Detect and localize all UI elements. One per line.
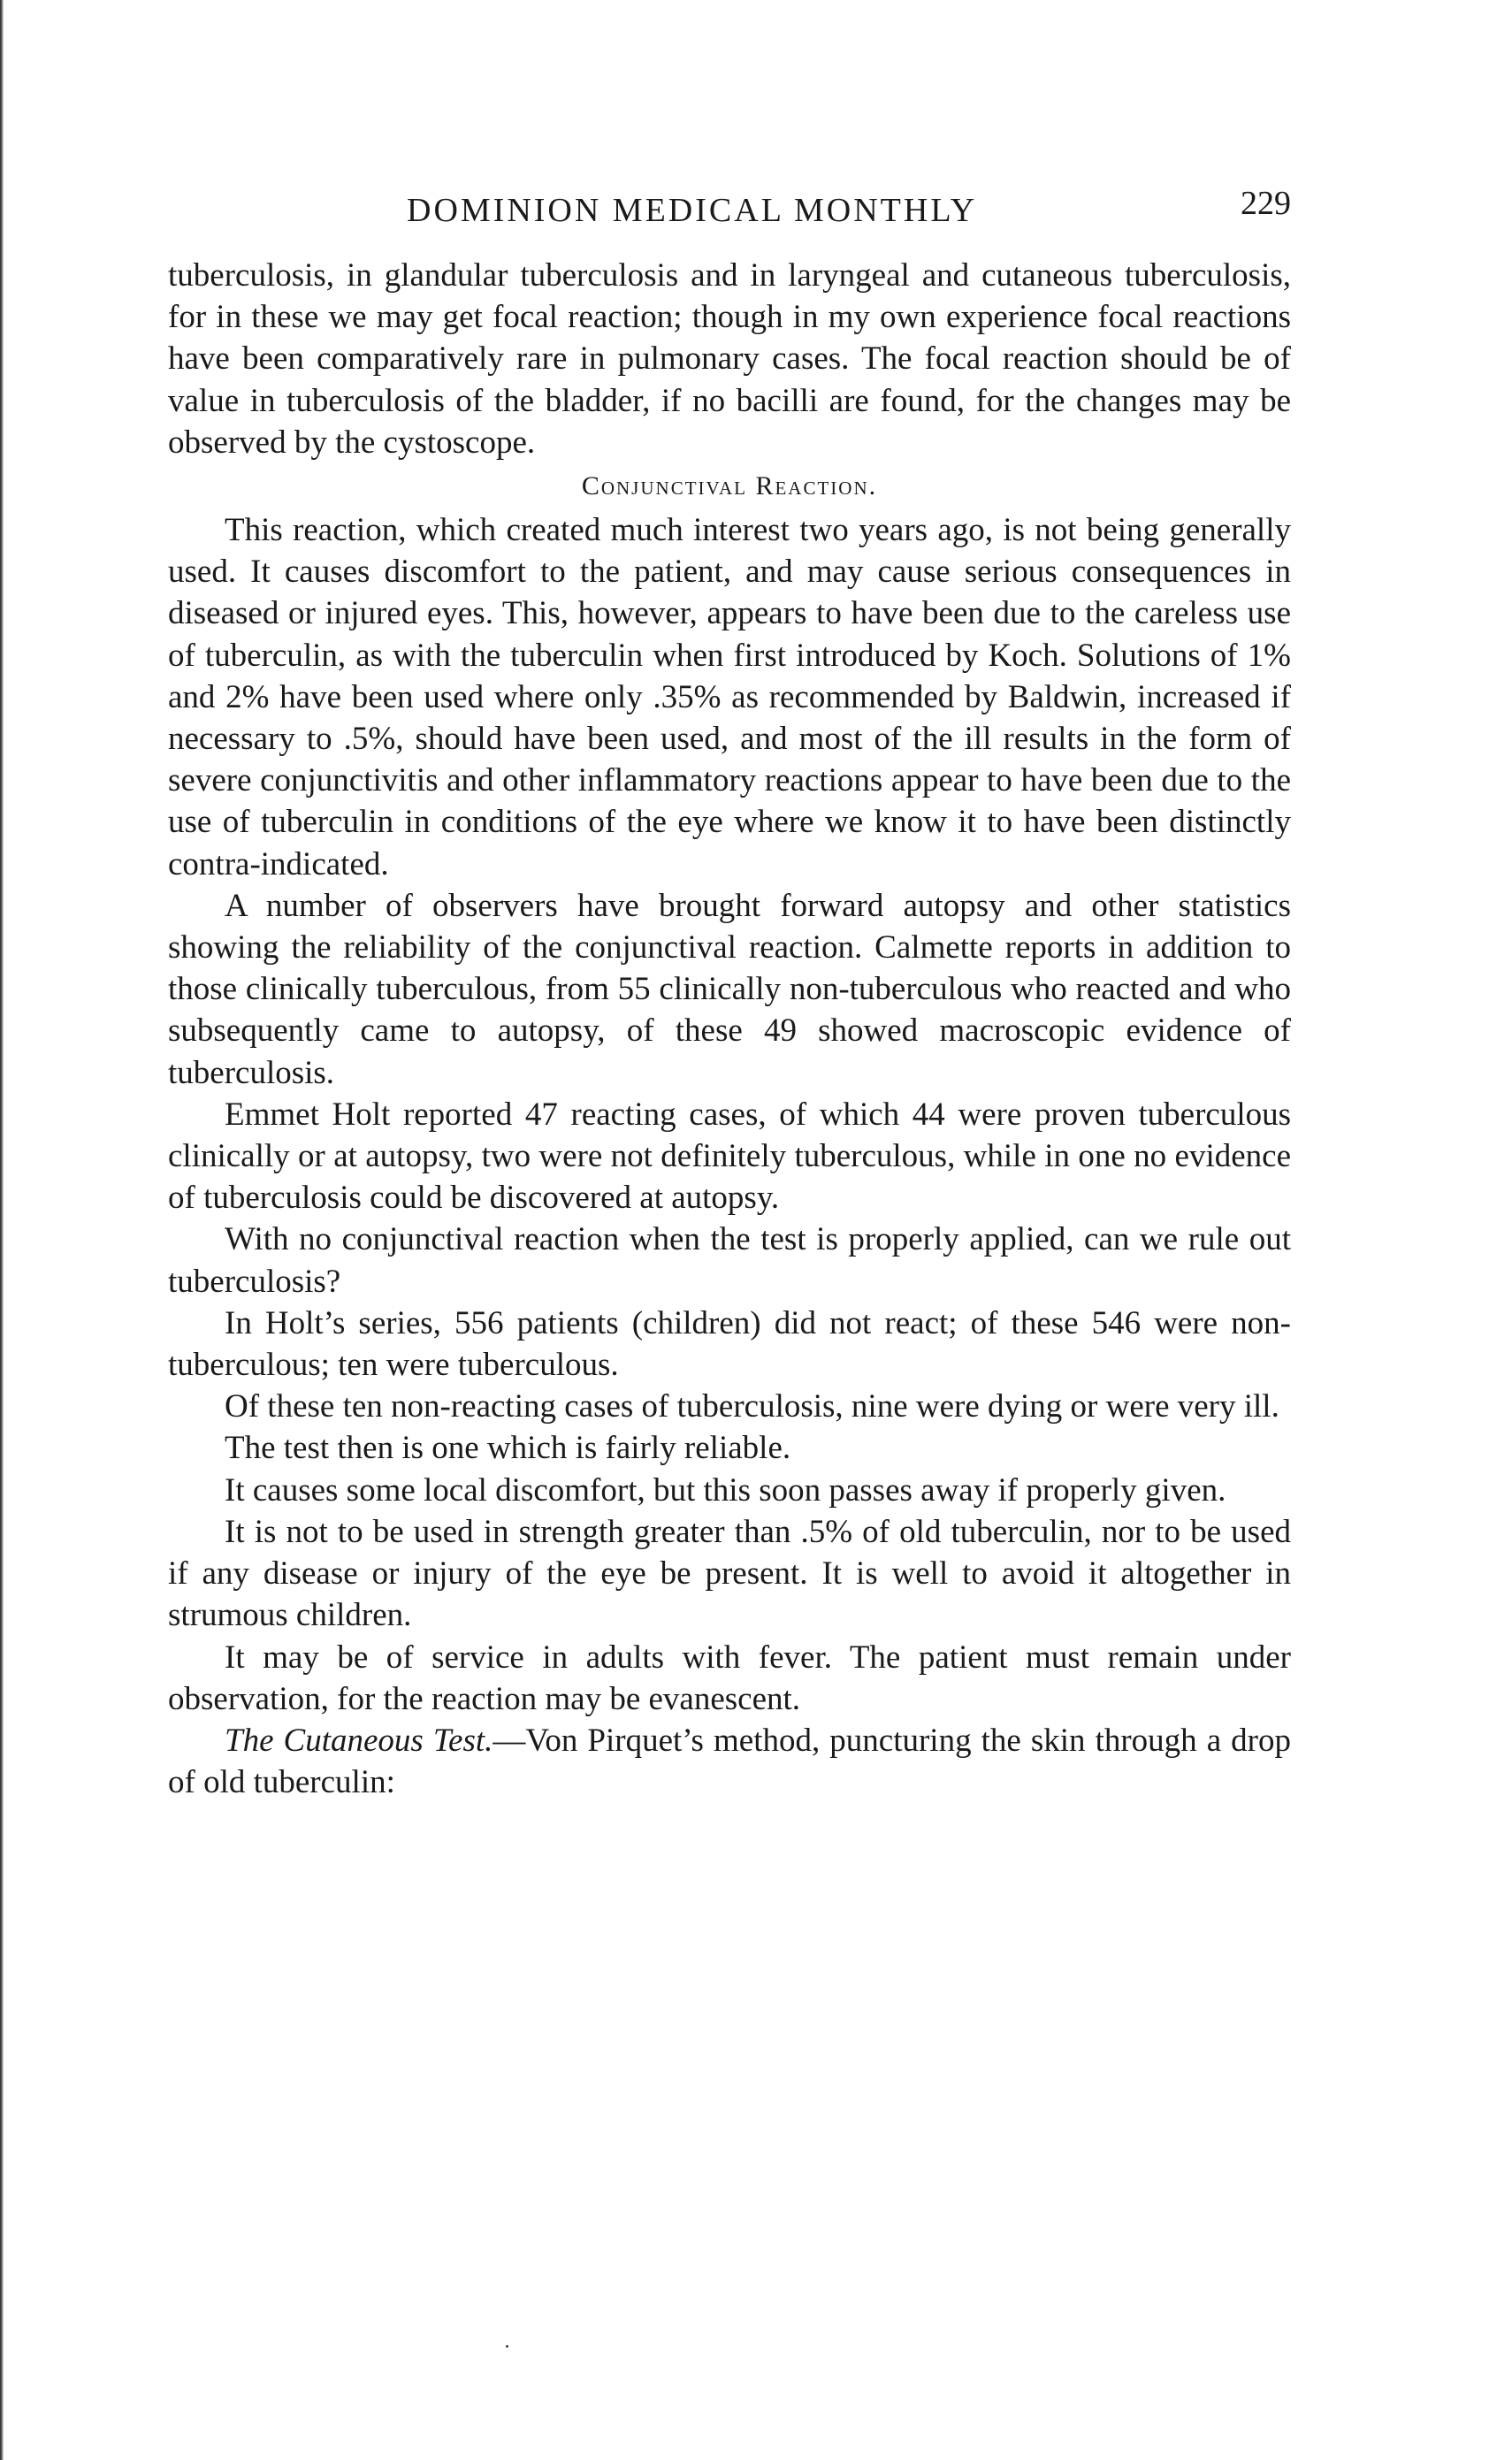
paragraph-holt-series: In Holt’s series, 556 patients (children) did not react; of these 546 were non-tuberculous; ten were tuberculous. bbox=[168, 1304, 1291, 1384]
paragraph-ten-cases: Of these ten non-reacting cases of tuberculosis, nine were dying or were very ill. bbox=[225, 1388, 1279, 1425]
paragraph-holt-reacting-cases: Emmet Holt reported 47 reacting cases, of which 44 were proven tuberculous clinically or at autopsy, two were not definitely tuberculous, while in one no evidence of tuberculosis could be discovered at autopsy. bbox=[168, 1096, 1291, 1217]
page-number: 229 bbox=[1241, 185, 1291, 222]
paragraph-conjunctival-reaction: This reaction, which created much interest two years ago, is not being generally used. It causes discomfort to the patient, and may cause serious consequences in diseased or injured eyes. This, however, appears to have been due to the careless use of tuberculin, as with the tuberculin when first introduced by Koch. Solutions of 1% and 2% have been used where only .35% as recommended by Baldwin, increased if necessary to .5%, should have been used, and most of the ill results in the form of severe conjunctivitis and other inflammatory reactions appear to have been due to the use of tuberculin in conditions of the eye where we know it to have been distinctly contra-indicated. bbox=[168, 512, 1291, 882]
paragraph-strength: It is not to be used in strength greater than .5% of old tuberculin, nor to be used if any disease or injury of the eye be present. It is well to avoid it altogether in strumous children. bbox=[168, 1513, 1291, 1634]
article-body bbox=[168, 255, 1291, 1803]
cutaneous-test-text: —Von Pirquet’s method, puncturing the skin through a drop of old tuberculin: bbox=[168, 1722, 1292, 1801]
page-binding-edge bbox=[0, 0, 4, 2460]
paragraph-question: With no conjunctival reaction when the test is properly applied, can we rule out tuberculosis? bbox=[168, 1221, 1291, 1300]
section-heading-conjunctival-reaction: Conjunctival Reaction. bbox=[581, 471, 878, 501]
paragraph-discomfort: It causes some local discomfort, but this soon passes away if properly given. bbox=[225, 1471, 1226, 1509]
running-header bbox=[168, 184, 1291, 237]
paragraph-continuation: tuberculosis, in glandular tuberculosis and in laryngeal and cutaneous tuberculosis, for in these we may get focal reaction; though in my own experience focal reactions have been comparatively rare in pulmonary cases. The focal reaction should be of value in tuberculosis of the bladder, if no bacilli are found, for the changes may be observed by the cystoscope. bbox=[168, 257, 1291, 461]
paragraph-reliable: The test then is one which is fairly reliable. bbox=[225, 1430, 791, 1467]
paragraph-cutaneous-test bbox=[168, 1720, 1291, 1803]
paragraph-calmette-statistics: A number of observers have brought forward autopsy and other statistics showing the reliability of the conjunctival reaction. Calmette reports in addition to those clinically tuberculous, from 55 clinically non-tuberculous who reacted and who subsequently came to autopsy, of these 49 showed macroscopic evidence of tuberculosis. bbox=[168, 887, 1291, 1091]
cutaneous-test-title: The Cutaneous Test. bbox=[225, 1722, 493, 1759]
ink-speck bbox=[506, 2345, 508, 2348]
paragraph-adults: It may be of service in adults with fever. The patient must remain under observation, for the reaction may be evanescent. bbox=[168, 1639, 1291, 1717]
journal-title: DOMINION MEDICAL MONTHLY bbox=[407, 192, 978, 229]
